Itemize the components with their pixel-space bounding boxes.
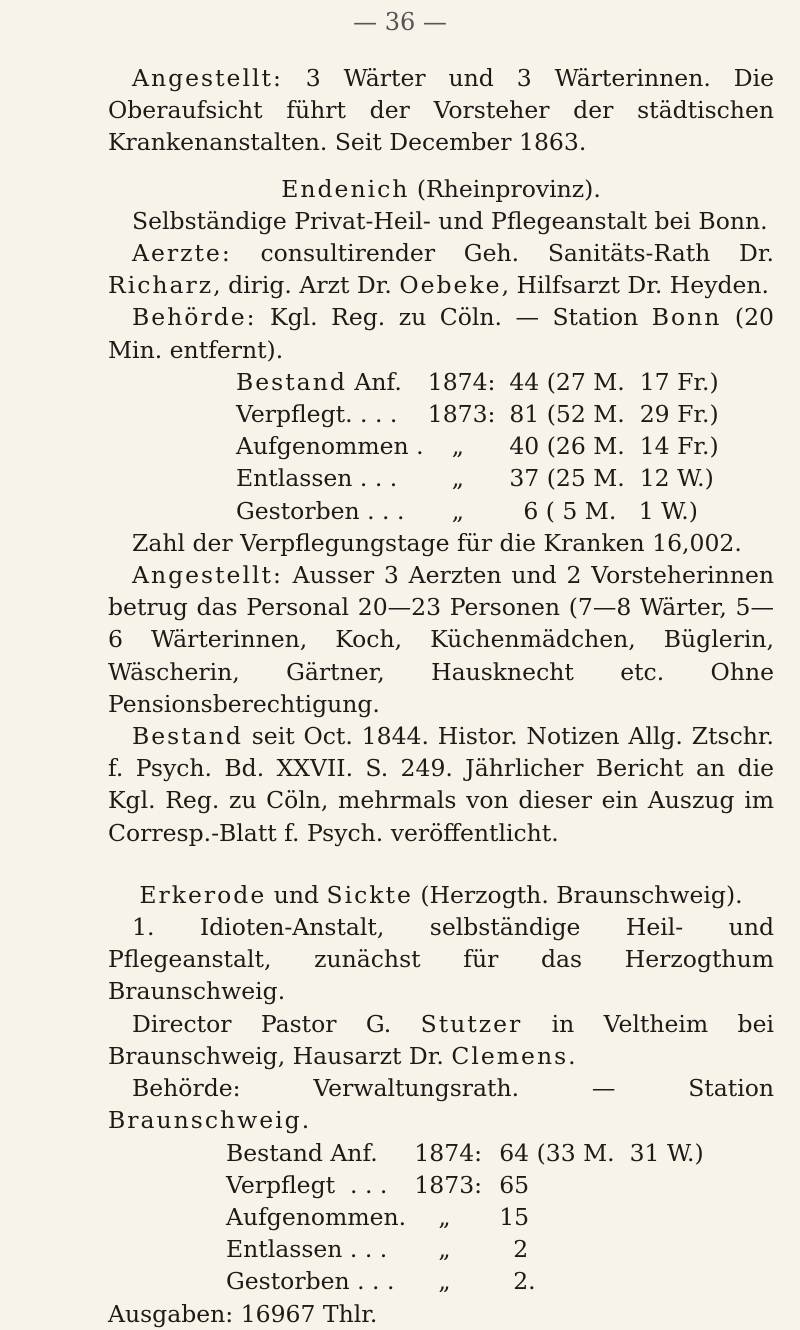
prev-angestellt-paragraph: [108, 62, 774, 159]
erkerode-director-text: Director Pastor G.: [132, 1009, 421, 1038]
endenich-aerzte-text-3: , Hilfsarzt Dr. Heyden.: [501, 271, 770, 300]
stat-year: 1873:: [414, 1170, 483, 1199]
table-row: [236, 495, 774, 527]
erkerode-director-name: Stutzer: [420, 1009, 523, 1038]
erkerode-director-text-3: .: [568, 1041, 576, 1070]
table-row: [236, 462, 774, 494]
stat-value: 15: [499, 1202, 530, 1231]
endenich-zahl-paragraph: Zahl der Verpflegungstage für die Kranken 16,002.: [132, 528, 742, 557]
table-row: [226, 1169, 774, 1201]
endenich-bestand-paragraph: [108, 720, 774, 849]
table-row: [226, 1201, 774, 1233]
endenich-name: Endenich: [281, 174, 410, 203]
endenich-aerzte-name-oebeke: Oebeke: [399, 271, 502, 300]
endenich-aerzte-text-2: , dirig. Arzt Dr.: [213, 271, 400, 300]
erkerode-director-text-2: in Veltheim bei Braunschweig, Hausarzt Dr.: [108, 1009, 774, 1070]
endenich-angestellt-paragraph: [108, 559, 774, 720]
stat-label-prefix: Bestand: [236, 367, 347, 396]
stat-year: „: [438, 1267, 451, 1296]
endenich-aerzte-name-richarz: Richarz: [108, 271, 214, 300]
stat-value: 40 (26 M. 14 Fr.): [509, 432, 719, 461]
erkerode-director-paragraph: [108, 1008, 774, 1072]
endenich-stats-table: [236, 366, 774, 527]
endenich-aerzte-label: Aerzte:: [132, 239, 232, 268]
stat-value: 44 (27 M. 17 Fr.): [509, 367, 719, 396]
endenich-aerzte-text: consultirender Geh. Sanitäts-Rath Dr.: [231, 239, 774, 268]
stat-label: Verpflegt. . . .: [236, 400, 398, 429]
stat-year: „: [451, 464, 464, 493]
endenich-heading: [108, 173, 774, 205]
stat-year: „: [451, 432, 464, 461]
erkerode-ausgaben: Ausgaben: 16967 Thlr.: [108, 1299, 378, 1328]
stat-label: Aufgenommen.: [226, 1202, 407, 1231]
erkerode-item-1: 1. Idioten-Anstalt, selbständige Heil- und Pflegeanstalt, zunächst für das Herzogthum Braunschweig.: [108, 913, 774, 1006]
page-number: — 36 —: [353, 8, 447, 36]
endenich-bestand-label: Bestand: [132, 722, 243, 751]
erkerode-behoerde-paragraph: [108, 1072, 774, 1136]
stat-year: „: [451, 496, 464, 525]
stat-value: 37 (25 M. 12 W.): [509, 464, 714, 493]
endenich-bestand-text: seit Oct. 1844. Histor. Notizen Allg. Ztschr. f. Psych. Bd. XXVII. S. 249. Jährlicher Bericht an die Kgl. Reg. zu Cöln, mehrmals von dieser ein Auszug im Corresp.-Blatt f. Psych. veröffentlicht.: [108, 722, 774, 847]
stat-label-text: Anf.: [354, 367, 402, 396]
stat-label: Verpflegt . . .: [226, 1170, 388, 1199]
stat-year: 1873:: [427, 400, 496, 429]
erkerode-heading: [108, 879, 774, 911]
stat-value: 6 ( 5 M. 1 W.): [523, 496, 698, 525]
endenich-behoerde-text-2: (20 Min. entfernt).: [108, 303, 774, 364]
stat-value: 2.: [513, 1267, 536, 1296]
endenich-region: (Rheinprovinz).: [409, 174, 601, 203]
erkerode-hausarzt-name: Clemens: [451, 1041, 569, 1070]
stat-value: 81 (52 M. 29 Fr.): [509, 400, 719, 429]
erkerode-behoerde-text-2: .: [301, 1106, 310, 1135]
prev-angestellt-text: 3 Wärter und 3 Wärterinnen. Die Oberaufsicht führt der Vorsteher der städtischen Krankenanstalten. Seit December 1863.: [108, 64, 774, 157]
stat-label: Aufgenommen .: [236, 432, 424, 461]
stat-year: „: [438, 1202, 451, 1231]
table-row: [226, 1265, 774, 1297]
endenich-angestellt-label: Angestellt:: [132, 561, 283, 590]
stat-value: 2: [513, 1235, 529, 1264]
table-row: [236, 366, 774, 398]
stat-label: Gestorben . . .: [236, 496, 405, 525]
page-body: [108, 62, 774, 1330]
sickte-name: Sickte: [326, 880, 413, 909]
stat-label: Entlassen . . .: [226, 1235, 388, 1264]
endenich-aerzte-paragraph: [108, 237, 774, 301]
endenich-behoerde-paragraph: [108, 301, 774, 365]
table-row: [236, 430, 774, 462]
endenich-angestellt-text: Ausser 3 Aerzten und 2 Vorsteherinnen betrug das Personal 20—23 Personen (7—8 Wärter, 5—6 Wärterinnen, Koch, Küchenmädchen, Büglerin, Wäscherin, Gärtner, Hausknecht etc. Ohne Pensionsberechtigung.: [108, 561, 774, 718]
endenich-station-name: Bonn: [651, 303, 722, 332]
erkerode-station-name: Braunschweig: [108, 1106, 302, 1135]
stat-year: 1874:: [427, 367, 496, 396]
stat-value: 64 (33 M. 31 W.): [499, 1138, 704, 1167]
erkerode-name: Erkerode: [139, 880, 267, 909]
stat-label: Entlassen . . .: [236, 464, 398, 493]
table-row: [226, 1137, 774, 1169]
erkerode-region: (Herzogth. Braunschweig).: [412, 880, 743, 909]
stat-label: Gestorben . . .: [226, 1267, 395, 1296]
endenich-description: Selbständige Privat-Heil- und Pflegeanstalt bei Bonn.: [132, 206, 768, 235]
prev-angestellt-label: Angestellt:: [132, 64, 283, 92]
stat-label: [236, 366, 428, 398]
endenich-behoerde-label: Behörde:: [132, 303, 257, 332]
erkerode-und: und: [266, 880, 327, 909]
erkerode-stats-table: [226, 1137, 774, 1298]
endenich-behoerde-text: Kgl. Reg. zu Cöln. — Station: [256, 303, 652, 332]
stat-label: Bestand Anf.: [226, 1138, 378, 1167]
table-row: [236, 398, 774, 430]
table-row: [226, 1233, 774, 1265]
erkerode-behoerde-text: Behörde: Verwaltungsrath. — Station: [132, 1074, 774, 1103]
stat-year: „: [438, 1235, 451, 1264]
stat-year: 1874:: [414, 1138, 483, 1167]
stat-value: 65: [499, 1170, 530, 1199]
